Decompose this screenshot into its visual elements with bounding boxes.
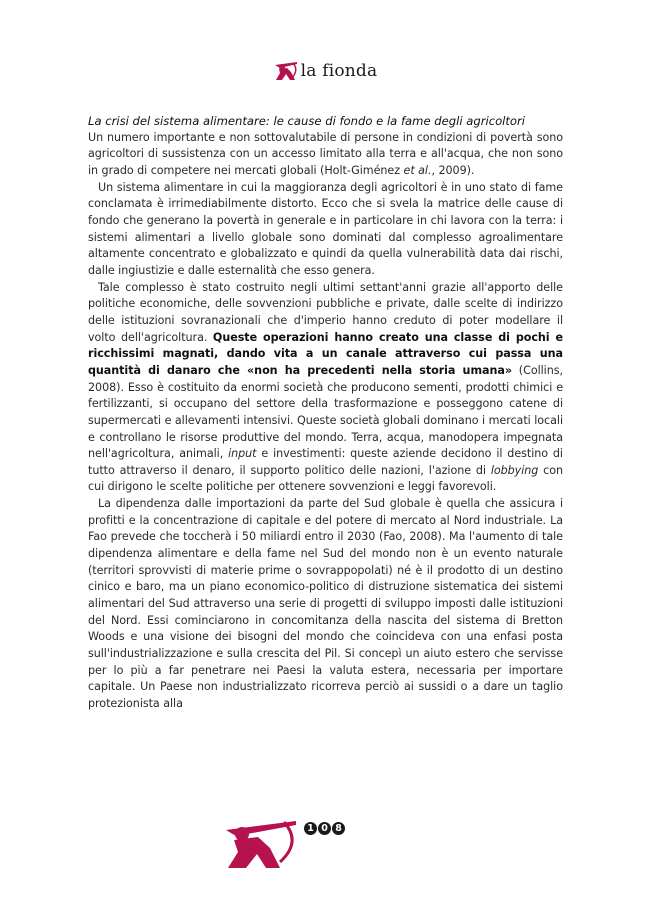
italic-text: et al. bbox=[403, 164, 432, 178]
paragraph-1 bbox=[88, 130, 563, 180]
paragraph-text: (Collins, 2008). Esso è costituito da enormi società che producono sementi, prodotti chimici e fertilizzanti, si occupano del settore della trasformazione e posseggono catene di supermercati e allevamenti intensivi. Queste società globali dominano i mercati locali e controllano le risorse produttive del mondo. Terra, acqua, manodopera impegnata nell'agricoltura, animali, bbox=[88, 363, 563, 461]
page-footer bbox=[0, 810, 650, 870]
emphasis-text: Queste operazioni hanno creato una classe di pochi e ricchissimi magnati, dando vita a un canale attraverso cui passa una quantità di danaro che «non ha precedenti nella storia umana» bbox=[88, 330, 563, 377]
italic-text: input bbox=[228, 447, 257, 461]
archer-icon bbox=[273, 60, 299, 82]
paragraph-2: Un sistema alimentare in cui la maggioranza degli agricoltori è in uno stato di fame conclamata è irrimediabilmente distorto. Ecco che si svela la matrice delle cause di fondo che generano la povertà in generale e in particolare in chi lavora con la terra: i sistemi alimentari a livello globale sono dominati dal complesso agroalimentare altamente concentrato e globalizzato e quindi da quella vulnerabilità data dai rischi, dalle ingiustizie e dalle esternalità che esso genera. bbox=[88, 180, 563, 277]
paragraph-3 bbox=[88, 280, 563, 497]
page-digit: 8 bbox=[332, 822, 345, 835]
archer-icon bbox=[222, 818, 300, 870]
paragraph-text: Tale complesso è stato costruito negli ultimi settant'anni grazie all'apporto delle politiche economiche, delle sovvenzioni pubbliche e private, dalle scelte di indirizzo delle istituzioni sovranazionali che d'imperio hanno creduto di poter modellare il volto dell'agricoltura. bbox=[88, 280, 563, 344]
brand-logo bbox=[273, 60, 378, 82]
italic-text: lobbying bbox=[490, 463, 539, 477]
page-number bbox=[304, 822, 345, 835]
brand-name: la fionda bbox=[300, 61, 378, 81]
paragraph-text: con cui dirigono le scelte politiche per ottenere sovvenzioni e leggi favorevoli. bbox=[88, 463, 563, 494]
paragraph-text: , 2009). bbox=[431, 164, 475, 178]
paragraph-text: Un numero importante e non sottovalutabile di persone in condizioni di povertà sono agricoltori di sussistenza con un accesso limitato alla terra e all'acqua, che non sono in grado di competere nei mercati globali (Holt-Giménez bbox=[88, 130, 563, 178]
page-digit: 1 bbox=[304, 822, 317, 835]
paragraph-4: La dipendenza dalle importazioni da parte del Sud globale è quella che assicura i profitti e la concentrazione di capitale e del potere di mercato al Nord industriale. La Fao prevede che toccherà i 50 miliardi entro il 2030 (Fao, 2008). Ma l'aumento di tale dipendenza alimentare e della fame nel Sud del mondo non è un evento naturale (territori sprovvisti di materie prime o sovrappopolati) né è il prodotto di un destino cinico e baro, ma un piano economico-politico di distruzione sistematica dei sistemi alimentari del Sud attraverso una serie di progetti di sviluppo imposti dalle istituzioni del Nord. Essi cominciarono in concomitanza della nascita del sistema di Bretton Woods e una visione dei bisogni del mondo che coincideva con una enfasi posta sull'industrializzazione e sulla crescita del Pil. Si concepì un aiuto estero che servisse per lo più a far penetrare nei Paesi la valuta estera, necessaria per importare capitale. Un Paese non industrializzato ricorreva perciò ai sussidi o a dare un taglio protezionista alla bbox=[88, 497, 563, 711]
page-header bbox=[0, 58, 650, 84]
article-body bbox=[88, 113, 563, 713]
paragraph-text: e investimenti: queste aziende decidono il destino di tutto attraverso il denaro, il supporto politico delle nazioni, l'azione di bbox=[88, 447, 563, 477]
page-digit: 0 bbox=[318, 822, 331, 835]
section-heading: La crisi del sistema alimentare: le cause di fondo e la fame degli agricoltori bbox=[88, 114, 526, 128]
